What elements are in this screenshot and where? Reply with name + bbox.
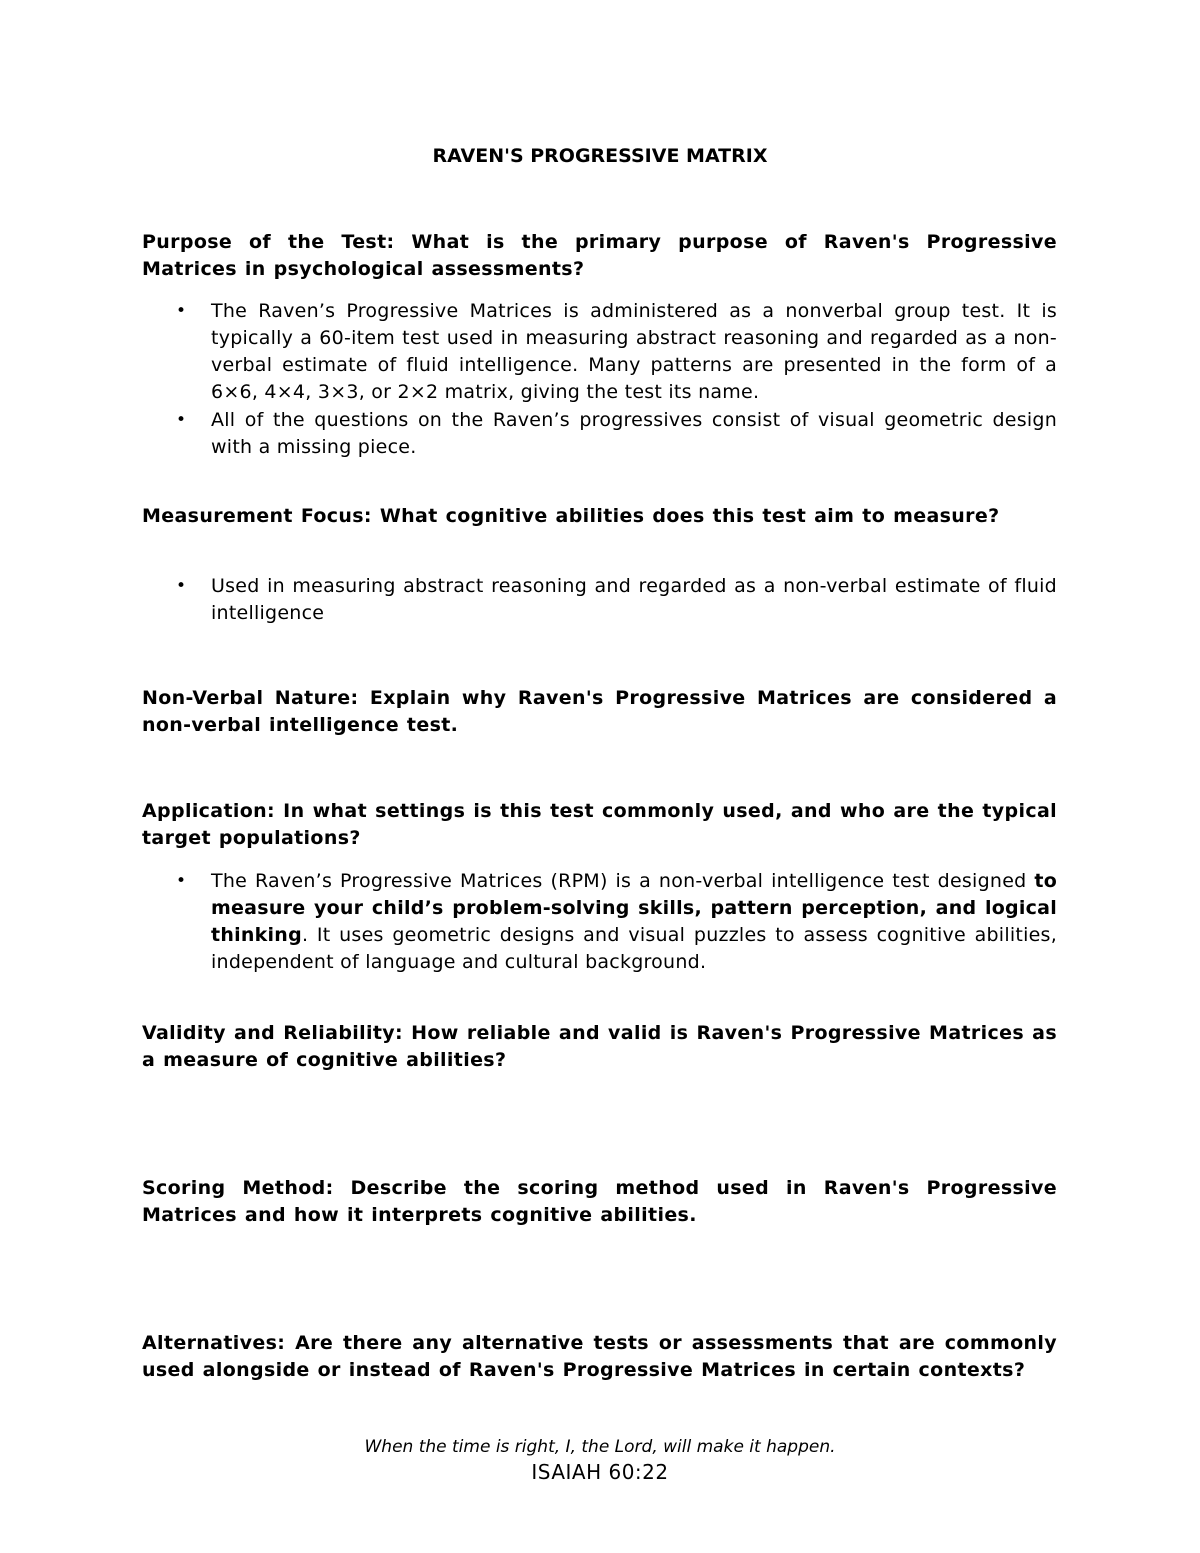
bullet-icon: • — [176, 301, 187, 321]
section-heading-scoring-method: Scoring Method: Describe the scoring method used in Raven's Progressive Matrices and how it interprets cognitive abilities. — [142, 1177, 1057, 1226]
bullet-text: All of the questions on the Raven’s progressives consist of visual geometric design with a missing piece. — [211, 409, 1057, 458]
bullet-icon: • — [176, 871, 187, 891]
bullet-icon: • — [176, 410, 187, 430]
section-heading-alternatives: Alternatives: Are there any alternative tests or assessments that are commonly used alongside or instead of Raven's Progressive Matrices in certain contexts? — [142, 1332, 1057, 1381]
bullet-item — [142, 407, 1057, 461]
bullet-item — [142, 298, 1057, 406]
footer-quote: When the time is right, I, the Lord, will make it happen. — [364, 1437, 836, 1457]
bullet-text: The Raven’s Progressive Matrices is administered as a nonverbal group test. It is typically a 60-item test used in measuring abstract reasoning and regarded as a non-verbal estimate of fluid intelligence. Many patterns are presented in the form of a 6×6, 4×4, 3×3, or 2×2 matrix, giving the test its name. — [211, 300, 1057, 403]
bullet-item — [142, 868, 1057, 976]
bullet-text-emphasis: to measure your child’s problem-solving skills, pattern perception, and logical thinking — [211, 870, 1057, 946]
section-heading-validity-reliability: Validity and Reliability: How reliable and valid is Raven's Progressive Matrices as a measure of cognitive abilities? — [142, 1022, 1057, 1071]
bullet-list-purpose — [142, 298, 1057, 461]
document-title: RAVEN'S PROGRESSIVE MATRIX — [432, 145, 768, 167]
bullet-text-before: The Raven’s Progressive Matrices (RPM) is a non-verbal intelligence test designed — [211, 870, 1035, 892]
bullet-list-measurement-focus — [142, 573, 1057, 627]
bullet-text-after: . It uses geometric designs and visual puzzles to assess cognitive abilities, independent of language and cultural background. — [211, 924, 1057, 973]
bullet-icon: • — [176, 576, 187, 596]
bullet-text: Used in measuring abstract reasoning and regarded as a non-verbal estimate of fluid intelligence — [211, 575, 1057, 624]
bullet-item — [142, 573, 1057, 627]
section-heading-measurement-focus: Measurement Focus: What cognitive abilities does this test aim to measure? — [142, 505, 1000, 527]
section-heading-application: Application: In what settings is this test commonly used, and who are the typical target populations? — [142, 800, 1057, 849]
bullet-list-application — [142, 868, 1057, 976]
section-heading-non-verbal-nature: Non-Verbal Nature: Explain why Raven's Progressive Matrices are considered a non-verbal intelligence test. — [142, 687, 1057, 736]
footer-reference: ISAIAH 60:22 — [531, 1460, 669, 1484]
section-heading-purpose: Purpose of the Test: What is the primary purpose of Raven's Progressive Matrices in psychological assessments? — [142, 231, 1057, 280]
